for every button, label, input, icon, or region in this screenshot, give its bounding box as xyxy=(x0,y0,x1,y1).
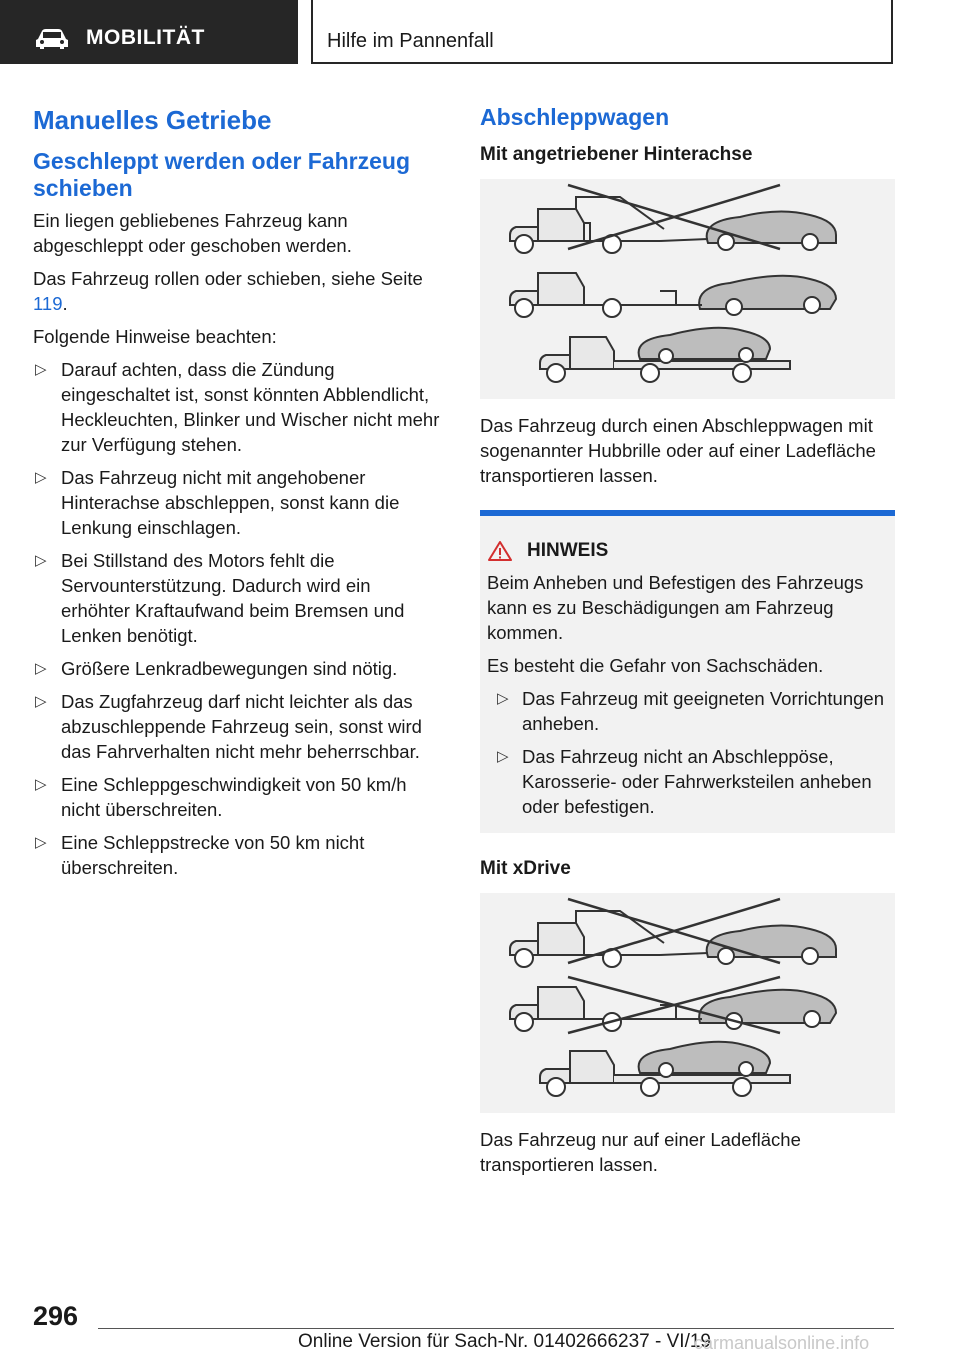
list-item: ▷ Eine Schleppstrecke von 50 km nicht überschreiten. xyxy=(35,832,365,878)
page-link[interactable]: 119 xyxy=(33,293,63,314)
triangle-bullet-icon: ▷ xyxy=(35,660,47,677)
list-item: ▷ Bei Stillstand des Motors fehlt die Servounterstützung. Dadurch wird ein erhöhter Kraftaufwand beim Bremsen und Lenken benötigt. xyxy=(35,550,405,646)
towing-methods-drawing-xdrive xyxy=(480,893,895,1113)
list-item: ▷ Das Zugfahrzeug darf nicht leichter als das abzuschleppende Fahrzeug sein, sonst wird das Fahrverhalten nicht mehr beherrschbar. xyxy=(35,691,422,762)
see-page-text: Das Fahrzeug rollen oder schieben, siehe Seite xyxy=(33,268,423,289)
watermark: carmanualsonline.info xyxy=(694,1333,870,1353)
notice-paragraph-1: Beim Anheben und Befestigen des Fahrzeugs kann es zu Beschädigungen am Fahrzeug kommen. xyxy=(487,572,864,643)
triangle-bullet-icon: ▷ xyxy=(35,552,47,569)
heading-towing-pushing: Geschleppt werden oder Fahrzeug schieben xyxy=(33,148,411,201)
paragraph-intro: Ein liegen gebliebenes Fahrzeug kann abgeschleppt oder geschoben werden. xyxy=(33,210,352,256)
header-section-tab xyxy=(0,0,298,64)
triangle-bullet-icon: ▷ xyxy=(35,776,47,793)
triangle-bullet-icon: ▷ xyxy=(497,748,509,765)
towing-methods-drawing xyxy=(480,179,895,399)
see-page-end: . xyxy=(62,293,68,314)
triangle-bullet-icon: ▷ xyxy=(497,690,509,707)
list-item: ▷ Eine Schleppgeschwindigkeit von 50 km/h nicht überschreiten. xyxy=(35,774,407,820)
list-item: ▷ Darauf achten, dass die Zündung eingeschaltet ist, sonst könnten Abblendlicht, Heckleuchten, Blinker und Wischer nicht mehr zur Verfügung stehen. xyxy=(35,359,440,455)
chapter-title: Hilfe im Pannenfall xyxy=(327,30,494,52)
triangle-bullet-icon: ▷ xyxy=(35,693,47,710)
left-column xyxy=(33,100,443,888)
footer-rule xyxy=(98,1328,894,1329)
triangle-bullet-icon: ▷ xyxy=(35,469,47,486)
header-chapter-box xyxy=(311,0,893,64)
right-column xyxy=(480,100,895,1185)
towing-illustration-xdrive xyxy=(480,893,895,1113)
towing-notes-list xyxy=(33,357,443,880)
paragraph-notes-intro: Folgende Hinweise beachten: xyxy=(33,326,277,347)
list-item: ▷ Das Fahrzeug nicht mit angehobener Hinterachse abschleppen, sonst kann die Lenkung einschlagen. xyxy=(35,467,400,538)
notice-paragraph-2: Es besteht die Gefahr von Sachschäden. xyxy=(487,655,824,676)
list-item: ▷ Größere Lenkradbewegungen sind nötig. xyxy=(35,658,398,679)
heading-rear-axle: Mit angetriebener Hinterachse xyxy=(480,144,753,165)
heading-manual-gearbox: Manuelles Getriebe xyxy=(33,105,272,135)
car-icon xyxy=(34,27,70,51)
caption-rwd: Das Fahrzeug durch einen Abschleppwagen mit sogenannter Hubbrille oder auf einer Ladefläche transportieren lassen. xyxy=(480,415,876,486)
heading-tow-truck: Abschleppwagen xyxy=(480,104,670,130)
footer-version: Online Version für Sach-Nr. 01402666237 - VI/19 xyxy=(298,1331,711,1352)
triangle-bullet-icon: ▷ xyxy=(35,834,47,851)
towing-illustration-rwd xyxy=(480,179,895,399)
notice-box xyxy=(480,510,895,833)
triangle-bullet-icon: ▷ xyxy=(35,361,47,378)
warning-icon xyxy=(487,540,513,562)
paragraph-see-page xyxy=(33,266,443,316)
heading-xdrive: Mit xDrive xyxy=(480,858,571,879)
notice-title xyxy=(487,540,887,562)
list-item: ▷ Das Fahrzeug nicht an Abschleppöse, Karosserie- oder Fahrwerksteilen anheben oder befestigen. xyxy=(497,746,872,817)
caption-xdrive: Das Fahrzeug nur auf einer Ladefläche transportieren lassen. xyxy=(480,1129,801,1175)
page-number: 296 xyxy=(33,1301,79,1331)
section-title: MOBILITÄT xyxy=(86,26,205,49)
notice-label: HINWEIS xyxy=(527,540,609,561)
list-item: ▷ Das Fahrzeug mit geeigneten Vorrichtungen anheben. xyxy=(497,688,884,734)
notice-list xyxy=(487,686,887,819)
